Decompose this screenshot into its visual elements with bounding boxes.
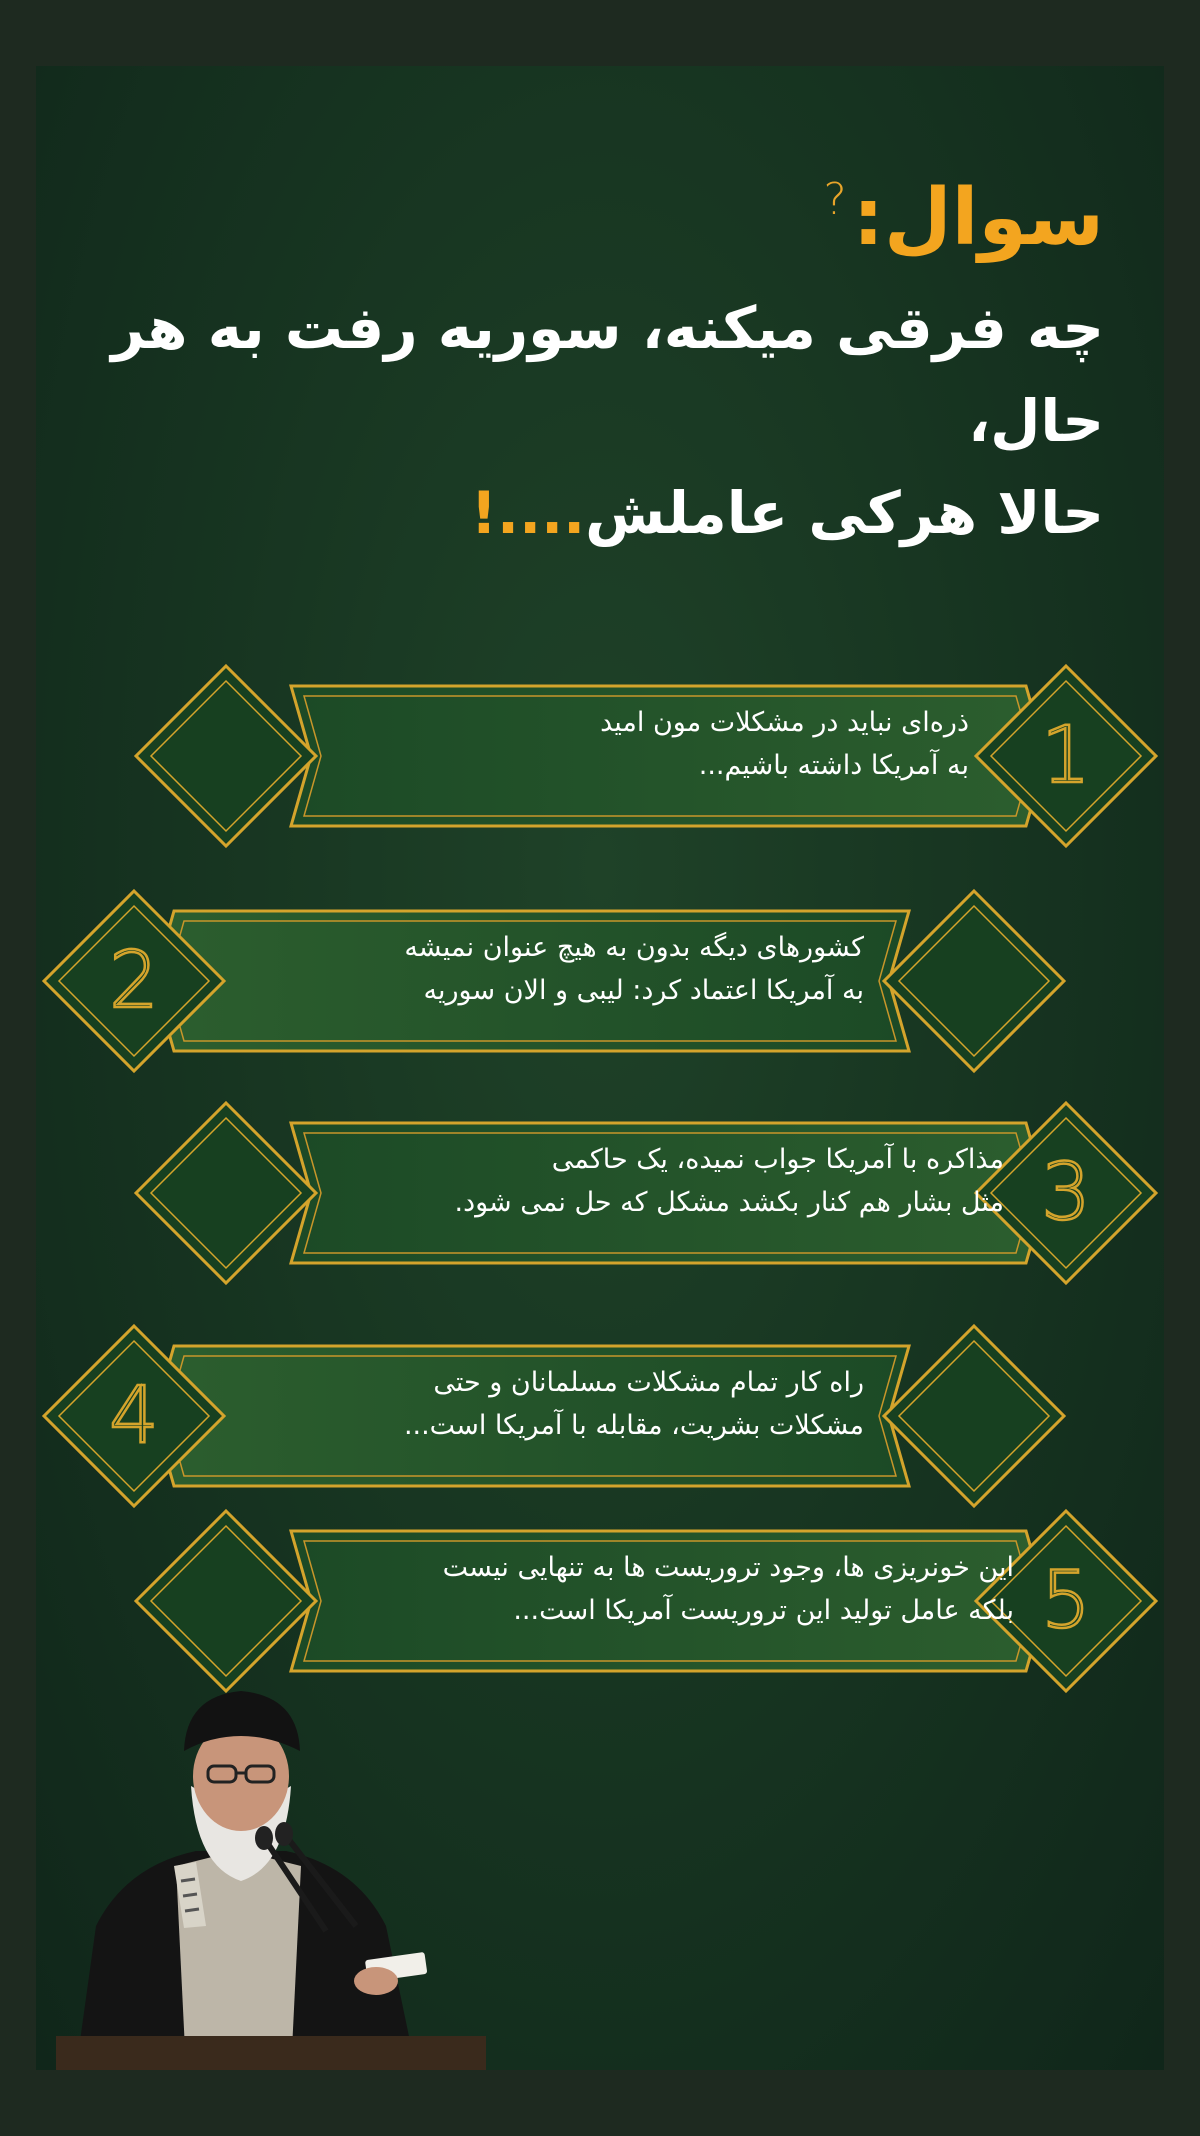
item-text-line-1: این خونریزی ها، وجود تروریست ها به تنهایی نیست xyxy=(442,1552,1014,1583)
item-text-line-2: مشکلات بشریت، مقابله با آمریکا است... xyxy=(403,1410,864,1442)
item-number: 3 xyxy=(1041,1148,1091,1238)
headline-line-1: چه فرقی میکنه، سوریه رفت به هر حال، xyxy=(111,293,1104,455)
item-text-line-1: ذره‌ای نباید در مشکلات مون امید xyxy=(600,707,969,738)
poster-background xyxy=(36,66,1164,2070)
question-mark-icon: ? xyxy=(823,174,847,225)
item-text-line-2: بلکه عامل تولید این تروریست آمریکا است... xyxy=(513,1595,1014,1627)
headline-exclamation: ....! xyxy=(470,479,586,548)
item-text-line-2: به آمریکا داشته باشیم... xyxy=(698,750,969,782)
item-number: 2 xyxy=(109,936,159,1026)
item-text-line-1: راه کار تمام مشکلات مسلمانان و حتی xyxy=(433,1367,864,1398)
headline xyxy=(84,282,1104,560)
item-text-line-2: مثل بشار هم کنار بکشد مشکل که حل نمی شود. xyxy=(454,1187,1004,1219)
speaker-portrait xyxy=(56,1666,486,2070)
question-word: سوال: xyxy=(852,173,1104,263)
question-row xyxy=(84,173,1104,263)
item-text-line-1: مذاکره با آمریکا جواب نمیده، یک حاکمی xyxy=(551,1144,1004,1175)
list-item-1 xyxy=(36,661,1164,851)
item-text xyxy=(314,1546,1014,1632)
list-item-2 xyxy=(36,886,1164,1076)
item-number: 1 xyxy=(1041,711,1091,801)
headline-line-2 xyxy=(84,467,1104,560)
item-text xyxy=(264,1361,864,1447)
list-item-3 xyxy=(36,1098,1164,1288)
header xyxy=(84,173,1104,560)
item-text xyxy=(224,926,864,1012)
item-number: 5 xyxy=(1041,1556,1091,1646)
item-text-line-1: کشورهای دیگه بدون به هیچ عنوان نمیشه xyxy=(404,932,864,963)
list-item-4 xyxy=(36,1321,1164,1511)
headline-line-2-text: حالا هرکی عاملش xyxy=(585,479,1104,548)
item-number: 4 xyxy=(109,1371,159,1461)
item-text xyxy=(349,701,969,787)
item-text-line-2: به آمریکا اعتماد کرد: لیبی و الان سوریه xyxy=(423,975,864,1007)
item-text xyxy=(344,1138,1004,1224)
